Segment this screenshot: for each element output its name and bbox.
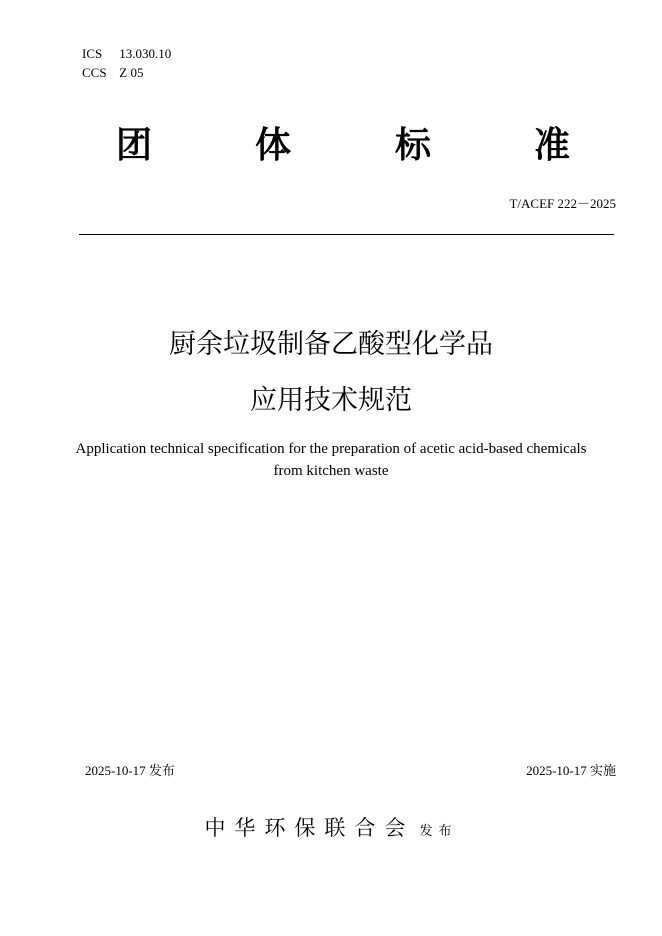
ccs-value: Z 05 — [119, 65, 144, 80]
ccs-code — [82, 64, 143, 81]
issue-date: 2025-10-17 发布 — [85, 763, 175, 778]
standard-type-char: 体 — [255, 125, 292, 166]
publisher-name: 中华环保联合会 — [204, 816, 415, 840]
ccs-label: CCS — [82, 65, 107, 80]
ics-label: ICS — [82, 46, 103, 61]
publisher-action: 发布 — [419, 824, 458, 839]
standard-type-char: 团 — [116, 125, 153, 166]
title-zh-line-1: 厨余垃圾制备乙酸型化学品 — [169, 329, 493, 360]
implementation-date: 2025-10-17 实施 — [526, 763, 616, 778]
title-en-line-1: Application technical specification for the preparation of acetic acid-based chemicals — [75, 441, 587, 457]
title-en-line-2: from kitchen waste — [273, 463, 389, 479]
publisher — [0, 812, 662, 842]
standard-type-heading — [0, 122, 662, 172]
standard-type-char: 准 — [534, 125, 571, 166]
ics-value: 13.030.10 — [119, 46, 172, 61]
ics-code — [82, 45, 171, 62]
standard-type-char: 标 — [395, 125, 432, 166]
standard-number: T/ACEF 222－2025 — [509, 196, 616, 211]
title-zh-line-2: 应用技术规范 — [250, 385, 412, 416]
header-divider — [79, 234, 614, 235]
